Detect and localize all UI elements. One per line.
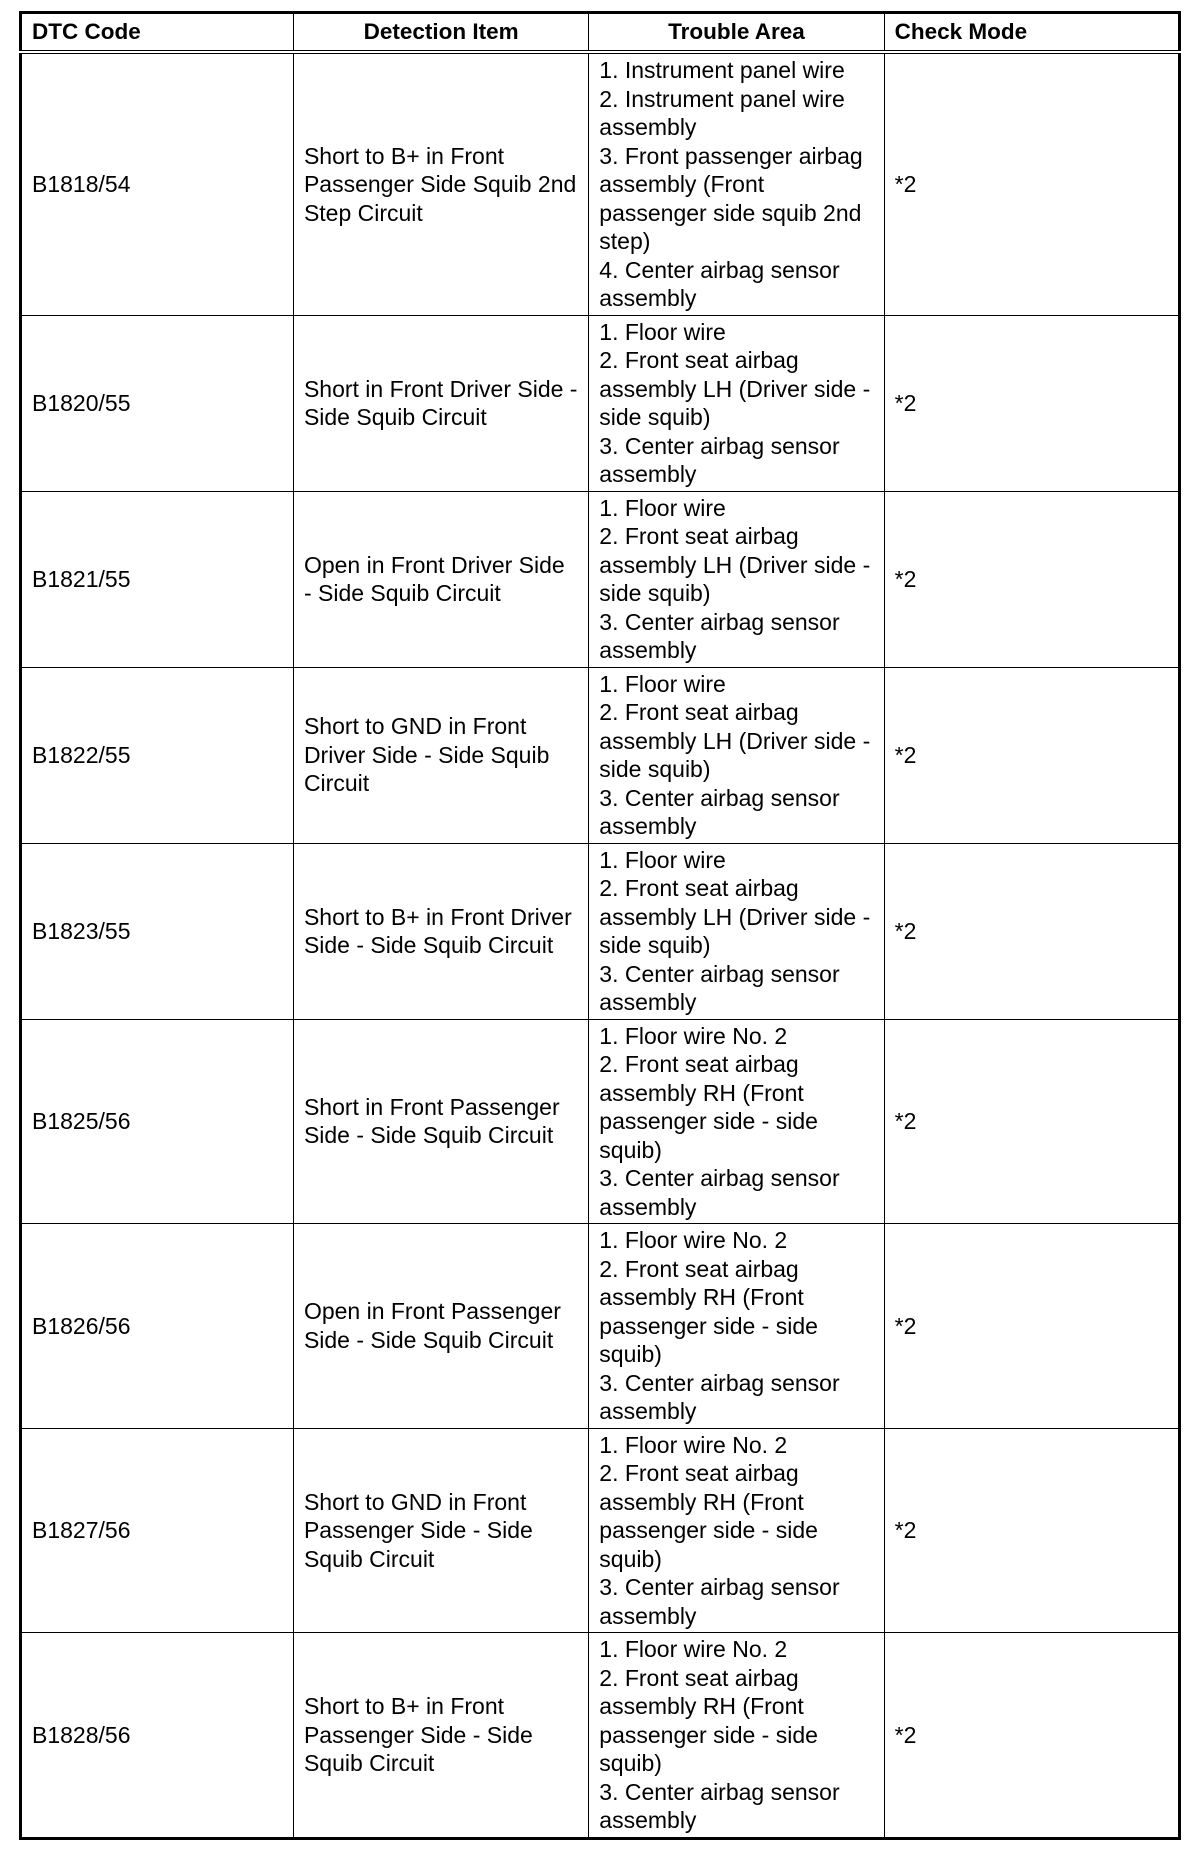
trouble-area-line: 2. Front seat airbag assembly RH (Front passenger side - side squib) [599,1664,818,1776]
trouble-area-line: 2. Front seat airbag assembly LH (Driver side - side squib) [599,875,871,958]
check-mode-cell: *2 [884,843,1179,1019]
trouble-area-line: 1. Floor wire [599,494,726,521]
dtc-code-cell: B1823/55 [21,843,294,1019]
header-trouble-area: Trouble Area [589,13,884,53]
trouble-area-cell [589,1224,884,1429]
trouble-area-cell [589,1428,884,1633]
table-row [21,1633,1180,1839]
check-mode-cell: *2 [884,52,1179,315]
detection-item-cell: Short to B+ in Front Passenger Side Squib 2nd Step Circuit [293,52,588,315]
table-row [21,52,1180,315]
trouble-area-line: 2. Front seat airbag assembly RH (Front passenger side - side squib) [599,1051,818,1163]
trouble-area-cell [589,491,884,667]
header-row [21,13,1180,53]
trouble-area-line: 1. Floor wire No. 2 [599,1636,788,1662]
trouble-area-line: 1. Floor wire [599,670,726,697]
detection-item-cell: Short to B+ in Front Passenger Side - Side Squib Circuit [293,1633,588,1839]
trouble-area-line: 3. Center airbag sensor assembly [599,784,840,839]
dtc-code-cell: B1826/56 [21,1224,294,1429]
header-dtc-code: DTC Code [21,13,294,53]
table-row [21,1428,1180,1633]
trouble-area-cell [589,843,884,1019]
dtc-code-cell: B1825/56 [21,1019,294,1224]
trouble-area-cell [589,667,884,843]
trouble-area-line: 3. Center airbag sensor assembly [599,1574,840,1629]
table-row [21,667,1180,843]
trouble-area-line: 1. Instrument panel wire [599,57,845,83]
table-row [21,491,1180,667]
dtc-code-cell: B1818/54 [21,52,294,315]
trouble-area-line: 2. Instrument panel wire assembly [599,85,845,140]
table-body [21,52,1180,1838]
check-mode-cell: *2 [884,667,1179,843]
dtc-table [19,11,1181,1840]
trouble-area-line: 3. Center airbag sensor assembly [599,1369,840,1424]
trouble-area-line: 4. Center airbag sensor assembly [599,256,840,311]
detection-item-cell: Short in Front Passenger Side - Side Squib Circuit [293,1019,588,1224]
trouble-area-line: 2. Front seat airbag assembly LH (Driver side - side squib) [599,699,871,782]
dtc-code-cell: B1821/55 [21,491,294,667]
trouble-area-line: 2. Front seat airbag assembly RH (Front passenger side - side squib) [599,1255,818,1367]
trouble-area-line: 3. Center airbag sensor assembly [599,432,840,487]
trouble-area-line: 3. Center airbag sensor assembly [599,1165,840,1220]
check-mode-cell: *2 [884,1019,1179,1224]
table-row [21,843,1180,1019]
trouble-area-line: 3. Front passenger airbag assembly (Front passenger side squib 2nd step) [599,142,863,254]
detection-item-cell: Short to GND in Front Passenger Side - Side Squib Circuit [293,1428,588,1633]
trouble-area-cell [589,315,884,491]
trouble-area-line: 1. Floor wire [599,318,726,345]
check-mode-cell: *2 [884,1224,1179,1429]
dtc-code-cell: B1828/56 [21,1633,294,1839]
detection-item-cell: Short to GND in Front Driver Side - Side Squib Circuit [293,667,588,843]
detection-item-cell: Short to B+ in Front Driver Side - Side Squib Circuit [293,843,588,1019]
table-row [21,315,1180,491]
trouble-area-cell [589,52,884,315]
trouble-area-line: 2. Front seat airbag assembly LH (Driver side - side squib) [599,347,871,430]
check-mode-cell: *2 [884,1633,1179,1839]
dtc-code-cell: B1820/55 [21,315,294,491]
trouble-area-cell [589,1633,884,1839]
table-header [21,13,1180,53]
trouble-area-line: 3. Center airbag sensor assembly [599,960,840,1015]
trouble-area-line: 1. Floor wire No. 2 [599,1227,788,1253]
dtc-code-cell: B1822/55 [21,667,294,843]
detection-item-cell: Open in Front Passenger Side - Side Squib Circuit [293,1224,588,1429]
trouble-area-line: 1. Floor wire No. 2 [599,1022,788,1049]
trouble-area-cell [589,1019,884,1224]
trouble-area-line: 3. Center airbag sensor assembly [599,1778,840,1833]
dtc-code-cell: B1827/56 [21,1428,294,1633]
trouble-area-line: 3. Center airbag sensor assembly [599,608,840,663]
trouble-area-line: 2. Front seat airbag assembly LH (Driver side - side squib) [599,523,871,606]
trouble-area-line: 2. Front seat airbag assembly RH (Front passenger side - side squib) [599,1460,818,1572]
check-mode-cell: *2 [884,491,1179,667]
table-row [21,1224,1180,1429]
check-mode-cell: *2 [884,315,1179,491]
trouble-area-line: 1. Floor wire [599,846,726,873]
header-check-mode: Check Mode [884,13,1179,53]
table-row [21,1019,1180,1224]
detection-item-cell: Short in Front Driver Side - Side Squib Circuit [293,315,588,491]
check-mode-cell: *2 [884,1428,1179,1633]
header-detection-item: Detection Item [293,13,588,53]
detection-item-cell: Open in Front Driver Side - Side Squib Circuit [293,491,588,667]
trouble-area-line: 1. Floor wire No. 2 [599,1431,788,1458]
